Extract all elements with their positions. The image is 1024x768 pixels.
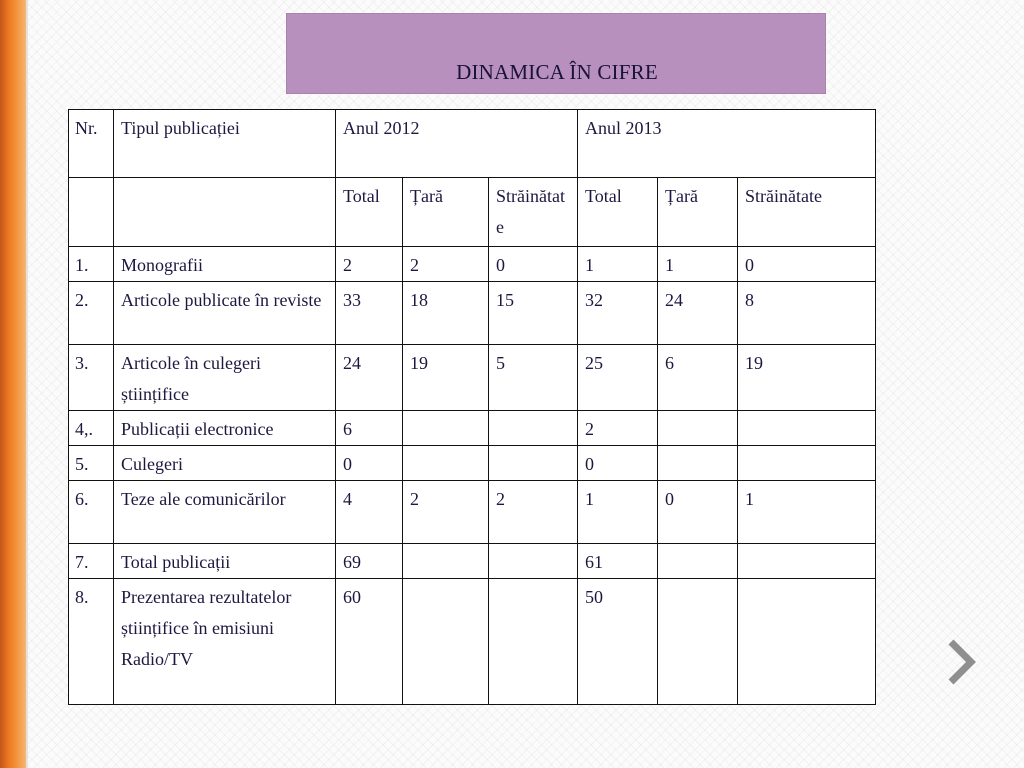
table-row xyxy=(69,345,876,411)
row-nr: 2. xyxy=(69,282,114,345)
table-row xyxy=(69,411,876,446)
subheader-abroad-2013: Străinătate xyxy=(738,178,876,247)
cell-value xyxy=(658,579,738,705)
cell-value: 33 xyxy=(336,282,403,345)
cell-value xyxy=(403,544,489,579)
cell-value xyxy=(738,579,876,705)
cell-value: 2 xyxy=(489,481,578,544)
header-year-2012: Anul 2012 xyxy=(336,110,578,178)
row-nr: 8. xyxy=(69,579,114,705)
cell-value xyxy=(738,411,876,446)
cell-value: 19 xyxy=(403,345,489,411)
subheader-total-2013: Total xyxy=(578,178,658,247)
cell-value: 1 xyxy=(658,247,738,282)
page-title: DINAMICA ÎN CIFRE xyxy=(456,60,658,84)
row-type: Prezentarea rezultatelor științifice în emisiuni Radio/TV xyxy=(114,579,336,705)
cell-value: 25 xyxy=(578,345,658,411)
cell-value xyxy=(489,411,578,446)
cell-value: 8 xyxy=(738,282,876,345)
cell-value: 0 xyxy=(658,481,738,544)
cell-value: 19 xyxy=(738,345,876,411)
cell-value xyxy=(403,411,489,446)
row-nr: 3. xyxy=(69,345,114,411)
header-type: Tipul publicației xyxy=(114,110,336,178)
row-type: Culegeri xyxy=(114,446,336,481)
cell-value: 1 xyxy=(578,247,658,282)
cell-value xyxy=(658,446,738,481)
row-type: Articole publicate în reviste xyxy=(114,282,336,345)
cell-value: 0 xyxy=(738,247,876,282)
title-banner xyxy=(286,13,826,94)
row-type: Teze ale comunicărilor xyxy=(114,481,336,544)
cell-value: 5 xyxy=(489,345,578,411)
cell-value: 2 xyxy=(336,247,403,282)
subheader-country-2012: Țară xyxy=(403,178,489,247)
publications-table xyxy=(68,109,876,705)
cell-value: 15 xyxy=(489,282,578,345)
cell-value: 4 xyxy=(336,481,403,544)
table-row xyxy=(69,247,876,282)
row-type: Articole în culegeri științifice xyxy=(114,345,336,411)
subheader-empty-type xyxy=(114,178,336,247)
row-type: Publicații electronice xyxy=(114,411,336,446)
subheader-country-2013: Țară xyxy=(658,178,738,247)
cell-value: 0 xyxy=(578,446,658,481)
cell-value: 24 xyxy=(658,282,738,345)
cell-value xyxy=(403,446,489,481)
table-row xyxy=(69,282,876,345)
cell-value: 32 xyxy=(578,282,658,345)
cell-value: 6 xyxy=(336,411,403,446)
cell-value: 2 xyxy=(403,481,489,544)
row-nr: 7. xyxy=(69,544,114,579)
row-nr: 6. xyxy=(69,481,114,544)
subheader-abroad-2012: Străinătate xyxy=(489,178,578,247)
table-subheader-row xyxy=(69,178,876,247)
row-nr: 1. xyxy=(69,247,114,282)
cell-value: 61 xyxy=(578,544,658,579)
cell-value xyxy=(738,446,876,481)
cell-value xyxy=(489,446,578,481)
cell-value: 0 xyxy=(336,446,403,481)
cell-value: 0 xyxy=(489,247,578,282)
cell-value: 2 xyxy=(578,411,658,446)
cell-value xyxy=(738,544,876,579)
cell-value: 24 xyxy=(336,345,403,411)
cell-value: 6 xyxy=(658,345,738,411)
row-type: Total publicații xyxy=(114,544,336,579)
cell-value xyxy=(489,579,578,705)
subheader-empty-nr xyxy=(69,178,114,247)
cell-value: 2 xyxy=(403,247,489,282)
table-row xyxy=(69,446,876,481)
table-row xyxy=(69,544,876,579)
cell-value xyxy=(658,411,738,446)
orange-side-accent xyxy=(0,0,26,768)
row-nr: 5. xyxy=(69,446,114,481)
cell-value xyxy=(489,544,578,579)
cell-value xyxy=(403,579,489,705)
cell-value: 1 xyxy=(738,481,876,544)
table-header-row xyxy=(69,110,876,178)
cell-value: 18 xyxy=(403,282,489,345)
table-row xyxy=(69,481,876,544)
chevron-right-icon[interactable] xyxy=(944,636,978,688)
cell-value: 60 xyxy=(336,579,403,705)
table-row xyxy=(69,579,876,705)
cell-value: 1 xyxy=(578,481,658,544)
subheader-total-2012: Total xyxy=(336,178,403,247)
header-nr: Nr. xyxy=(69,110,114,178)
row-nr: 4,. xyxy=(69,411,114,446)
cell-value: 69 xyxy=(336,544,403,579)
cell-value: 50 xyxy=(578,579,658,705)
cell-value xyxy=(658,544,738,579)
row-type: Monografii xyxy=(114,247,336,282)
header-year-2013: Anul 2013 xyxy=(578,110,876,178)
